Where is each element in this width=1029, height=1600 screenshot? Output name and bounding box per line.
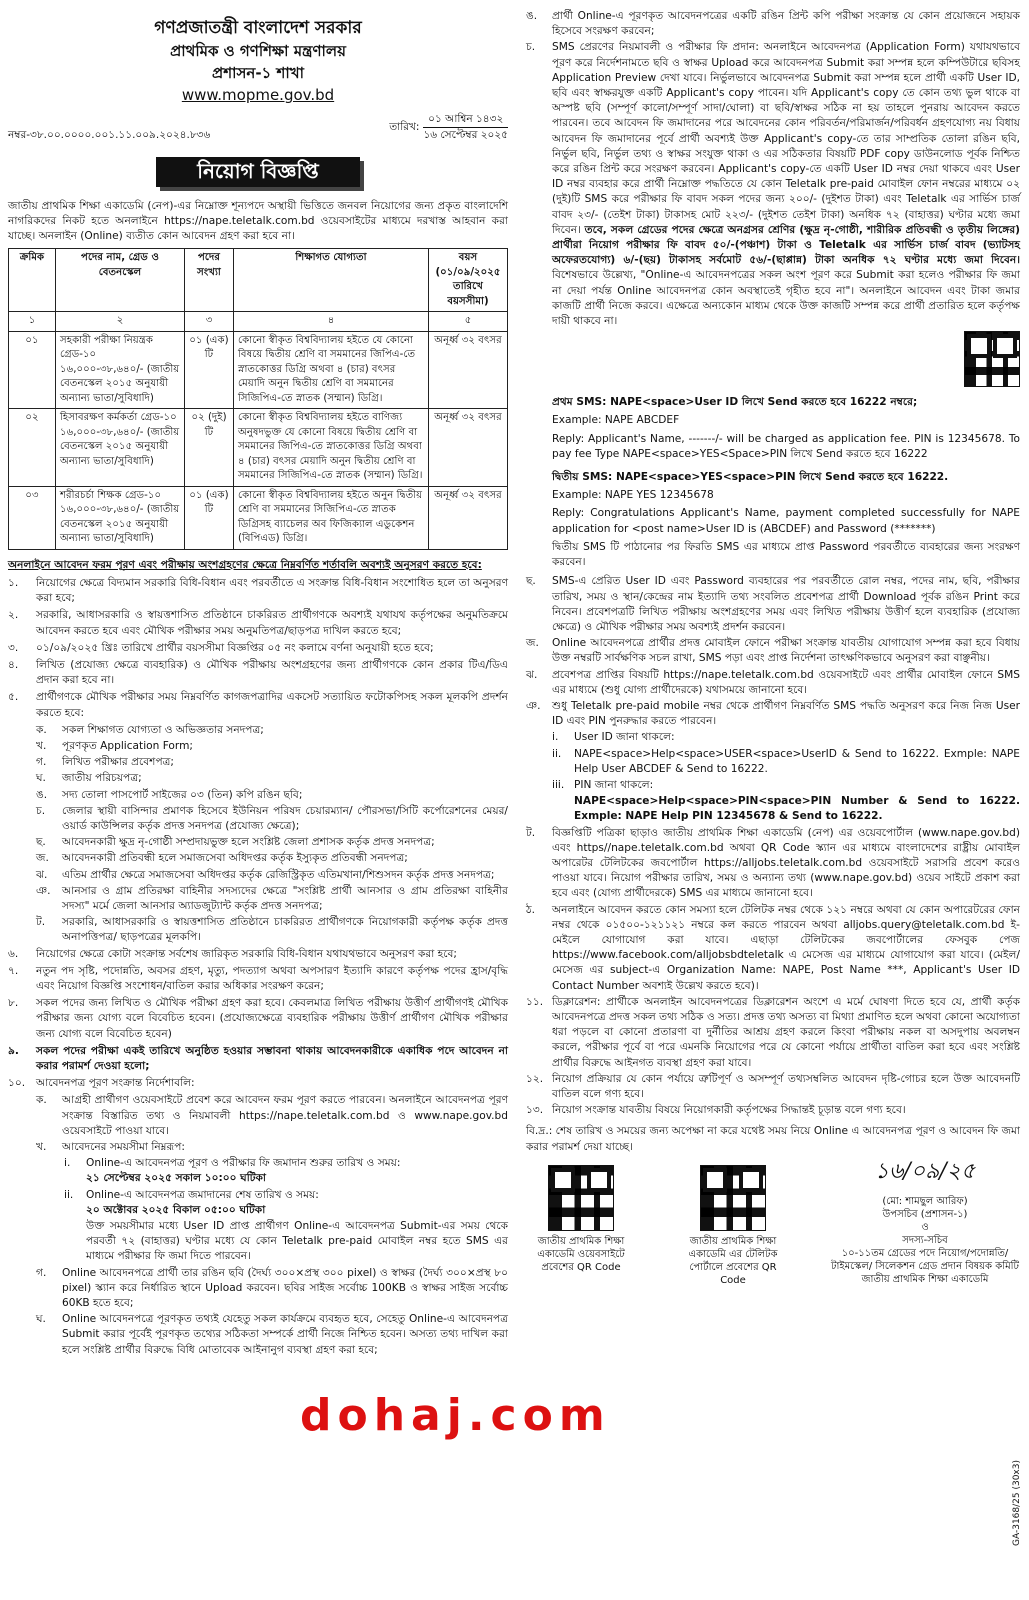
row-qualification: কোনো স্বীকৃত বিশ্ববিদ্যালয় হইতে অনুন দ্বিতীয় শ্রেণি বা সমমানের সিজিপিএ-তে স্নাতক ডিগ্রিসহ ব্যাচেলর অব ফিজিক্যাল এডুকেশন (বিপিএড) ডিগ্রি। [234,486,429,549]
col-number: ৪ [234,312,429,332]
right-column [526,8,1020,1287]
conditions-title: অনলাইনে আবেদন ফরম পূরণ এবং পরীক্ষায় অংশগ্রহণের ক্ষেত্রে নিম্নবর্ণিত শর্তাবলি অবশ্যই অনুসরণ করতে হবে: [8,558,482,571]
row-count: ০২ (দুই) টি [185,409,234,487]
conditions-list-2 [8,947,508,1092]
list-item: ২. সরকারি, আধাসরকারি ও স্বায়ত্তশাসিত প্রতিষ্ঠানে চাকরিরত প্রার্থীগণকে অবশ্যই যথাযথ কর্তৃপক্ষের অনুমতিক্রমে আবেদন করতে হবে এবং মৌখিক পরীক্ষার সময় অনুমতিপত্র/ছাড়পত্র দাখিল করতে হবে; [8,609,508,637]
col-header: পদের নাম, গ্রেড ও বেতনস্কেল [56,249,185,312]
ref-row [8,112,508,143]
conditions-list [8,576,508,721]
date-bangla: ০১ আশ্বিন ১৪৩২ [423,112,508,128]
list-item: ছ. আবেদনকারী ক্ষুদ্র নৃ-গোষ্ঠী সম্প্রদায়ভুক্ত হলে সংশ্লিষ্ট জেলা প্রশাসক কর্তৃক প্রদত্ত সনদপত্র; [36,836,435,849]
second-sms-example: Example: NAPE YES 12345678 [552,489,714,502]
row-qualification: কোনো স্বীকৃত বিশ্ববিদ্যালয় হইতে যে কোনো বিষয়ে দ্বিতীয় শ্রেণি বা সমমানের জিপিএ-তে স্নাতকোত্তর ডিগ্রি অথবা ৪ (চার) বৎসর মেয়াদি অনুন দ্বিতীয় শ্রেণি বা সমমানের সিজিপিএ-তে স্নাতক (সম্মান) ডিগ্রি। [234,331,429,409]
list-item: ঠ. অনলাইনে আবেদন করতে কোন সমস্যা হলে টেলিটক নম্বর থেকে ১২১ নম্বরে অথবা যে কোন অপারেটরের ফোন নম্বর থেকে ০১৫০০-১২১১২১ নম্বরে কল করতে পারবেন অথবা alljobs.query@teletalk.com.bd ই-মেইলে যোগাযোগ করা যাবে। এছাড়া টেলিটকের জবপোর্টালের ফেসবুক পেজ https://www.facebook.com/alljobsbdteletalk এ মেসেজ এর মাধ্যমে যোগাযোগ করা যাবে। (মেইল/মেসেজ এর subject-এ Organization Name: NAPE, Post Name ***, Applicant's User ID Contact Number অবশ্যই উল্লেখ করতে হবে)। [526,903,1020,992]
row-age: অনূর্ধ্ব ৩২ বৎসর [429,409,508,487]
list-item: ১৩. নিয়োগ সংক্রান্ত যাবতীয় বিষয়ে নিয়োগকারী কর্তৃপক্ষের সিদ্ধান্তই চূড়ান্ত বলে গণ্য হবে। [526,1104,906,1117]
list-item: গ. লিখিত পরীক্ষার প্রবেশপত্র; [36,756,174,769]
col-header: শিক্ষাগত যোগ্যতা [234,249,429,312]
date-english: ১৬ সেপ্টেম্বর ২০২৫ [423,129,508,142]
govt-name: গণপ্রজাতন্ত্রী বাংলাদেশ সরকার [154,18,362,38]
recover-item: i. User ID জানা থাকলে: [552,731,675,744]
list-item: ছ. SMS-এ প্রেরিত User ID এবং Password ব্যবহারের পর পরবর্তীতে রোল নম্বর, পদের নাম, ছবি, পরীক্ষার তারিখ, সময় ও স্থান/কেন্দ্রের নাম ইত্যাদি তথ্য সংবলিত প্রবেশপত্র প্রার্থী Download পূর্বক রঙিন Print করে নিবেন। প্রবেশপত্রটি লিখিত পরীক্ষায় অংশগ্রহণের সময় এবং লিখিত পরীক্ষায় উত্তীর্ণ হলে ব্যবহারিক (প্রযোজ্য ক্ষেত্রে) ও মৌখিক পরীক্ষার সময় অবশ্যই প্রদর্শন করবেন। [526,575,1020,633]
recover-item: ii. NAPE<space>Help<space>USER<space>UserID & Send to 16222. Exmple: NAPE Help User ABCDEF & Send to 16222. [552,747,1020,775]
watermark: dohaj.com [300,1390,611,1441]
right-items [526,574,1020,1118]
list-item: ৭. নতুন পদ সৃষ্টি, পদোন্নতি, অবসর গ্রহণ, মৃত্যু, পদত্যাগ অথবা অপসারণ ইত্যাদি কারণে কর্তৃপক্ষ পদের হ্রাস/বৃদ্ধি এবং নিয়োগ বিজ্ঞপ্তি সংশোধন/বাতিল করার অধিকার সংরক্ষণ করেন; [8,964,508,992]
posts-table [8,248,508,550]
notice-title: নিয়োগ বিজ্ঞপ্তি [156,157,360,186]
date-label: তারিখ: [389,121,420,134]
sms-rules: চ. SMS প্রেরণের নিয়মাবলী ও পরীক্ষার ফি প্রদান: অনলাইনে আবেদনপত্র (Application Form) যথাযথভাবে পূরণ করে নির্দেশনামতে ছবি ও স্বাক্ষর Upload করে আবেদনপত্র Submit করা সম্পন্ন হলে কম্পিউটারে ছবিসহ Application Preview দেখা যাবে। নির্ভুলভাবে আবেদনপত্র Submit করা সম্পন্ন হলে প্রার্থী একটি User ID, ছবি এবং স্বাক্ষরযুক্ত একটি Applicant's copy পাবেন। যদি Applicant's copy তে কোন তথ্য ভুল থাকে বা অস্পষ্ট ছবি (সম্পূর্ণ কালো/সম্পূর্ণ সাদা/ঘোলা) বা ছবি/স্বাক্ষর সঠিক না হয় তাহলে পুনরায় আবেদন করতে পারবেন। তবে আবেদন ফি জমাদানের পরে আবেদনের কোন পরিবর্তন/পরিমার্জন/পরিবর্ধন গ্রহণযোগ্য নয় বিধায় আবেদন ফি জমাদানের পূর্বে প্রার্থী অবশ্যই উক্ত Applicant's copy-তে তার সাম্প্রতিক তোলা রঙিন ছবি, নির্ভুল ছবি, নির্ভুল তথ্য ও স্বাক্ষর সংযুক্ত থাকা ও এর সঠিকতার বিষয়টি PDF copy ডাউনলোড পূর্বক নিশ্চিত করে রঙিন প্রিন্ট করে সংরক্ষণ করবেন। Applicant's copy-তে একটি User ID নম্বর দেয়া থাকবে এবং User ID নম্বর ব্যবহার করে প্রার্থী নিম্নোক্ত পদ্ধতিতে যে কোন Teletalk pre-paid মোবাইল ফোন নম্বরের মাধ্যমে ০২ (দুই)টি SMS করে পরীক্ষার ফি বাবদ সকল পদের জন্য ২০০/- (দুইশত টাকা) এবং Teletalk এর সার্ভিস চার্জ বাবদ ২৩/- (তেইশ টাকা) টাকাসহ মোট ২২৩/- (দুইশত তেইশ টাকা) অনধিক ৭২ (বাহাত্তর) ঘণ্টার মধ্যে জমা দিবেন। তবে, সকল গ্রেডের পদের ক্ষেত্রে অনগ্রসর শ্রেণির (ক্ষুদ্র নৃ-গোষ্ঠী, শারীরিক প্রতিবন্ধী ও তৃতীয় লিঙ্গের) প্রার্থীরা নিয়োগ পরীক্ষার ফি বাবদ ৫০/-(পঞ্চাশ) টাকা ও Teletalk এর সার্ভিস চার্জ বাবদ (ভ্যাটসহ অফেরতযোগ্য) ৬/-(ছয়) টাকাসহ সর্বমোট ৫৬/-(ছাপ্পান্ন) টাকা অনধিক ৭২ ঘণ্টার মধ্যে জমা দিবেন। বিশেষভাবে উল্লেখ্য, "Online-এ আবেদনপত্রের সকল অংশ পূরণ করে Submit করা হলেও পরীক্ষার ফি জমা না দেয়া পর্যন্ত Online আবেদনপত্র কোন অবস্থাতেই গৃহীত হবে না"। অনলাইনে আবেদন এবং টাকা জমার কাজটি প্রার্থী নিজে করবে। এক্ষেত্রে অন্যকোন মাধ্যম থেকে উক্ত কাজটি সম্পন্ন করে প্রার্থী প্রতারিত হলে কর্তৃপক্ষ দায়ী থাকবে না। [526,41,1020,328]
footer-row [526,1158,1020,1287]
header [8,16,508,106]
start-datetime: ২১ সেপ্টেম্বর ২০২৫ সকাল ১০:০০ ঘটিকা [86,1172,266,1185]
col-number: ১ [9,312,56,332]
row-serial: ০২ [9,409,56,487]
date-box [389,112,508,143]
first-sms [552,395,1020,462]
col-header: পদের সংখ্যা [185,249,234,312]
table-row [9,331,508,409]
list-item: ট. সরকারি, আধাসরকারি ও স্বায়ত্তশাসিত প্রতিষ্ঠানে চাকরিরত প্রার্থীগণকে নিয়োগকারী কর্তৃপক্ষ কর্তৃক প্রদত্ত অনাপত্তিপত্র/ ছাড়পত্রের মূলকপি। [36,916,508,944]
qr-code-icon[interactable] [548,1165,614,1231]
list-item: ঘ. জাতীয় পরিচয়পত্র; [36,772,142,785]
signature: ১৬/০৯/২৫ [874,1158,976,1184]
timeline-item: ii. Online-এ আবেদনপত্র জমাদানের শেষ তারিখ ও সময়: ২০ অক্টোবর ২০২৫ বিকাল ০৫:০০ ঘটিকা [64,1188,319,1216]
first-sms-example: Example: NAPE ABCDEF [552,414,680,427]
qr-caption: জাতীয় প্রাথমিক শিক্ষা একাডেমি ওয়েবসাইটে প্রবেশের QR Code [537,1235,625,1273]
list-item: খ. আবেদনের সময়সীমা নিম্নরূপ: [36,1141,186,1154]
signer-and: ও [921,1221,929,1233]
table-header-row [9,249,508,312]
signer-role: সদস্য-সচিব [902,1234,948,1246]
list-item: ঞ. শুধু Teletalk pre-paid mobile নম্বর থেকে প্রার্থীগণ নিম্নবর্ণিত SMS পদ্ধতি অনুসরণ করে নিজ নিজ User ID এবং PIN পুনরুদ্ধার করতে পারবেন। [526,699,1020,728]
list-item: ৪. লিখিত (প্রযোজ্য ক্ষেত্রে ব্যবহারিক) ও মৌখিক পরীক্ষায় অংশগ্রহণের জন্য প্রার্থীগণকে কোন প্রকার টিএ/ডিএ প্রদান করা হবে না। [8,658,508,687]
row-age: অনূর্ধ্ব ৩২ বৎসর [429,331,508,409]
list-item: ঙ. সদ্য তোলা পাসপোর্ট সাইজের ০৩ (তিন) কপি রঙিন ছবি; [36,788,303,801]
col-number: ৫ [429,312,508,332]
signer-name: (মো: শামছুল আরিফ) [882,1195,968,1207]
list-item: ঙ. প্রার্থী Online-এ পূরণকৃত আবেদনপত্রের একটি রঙিন প্রিন্ট কপি পরীক্ষা সংক্রান্ত যে কোন প্রয়োজনে সহায়ক হিসেবে সংরক্ষণ করবেন; [526,10,1020,38]
branch-name: প্রশাসন-১ শাখা [212,64,304,82]
website-link[interactable]: www.mopme.gov.bd [181,86,335,104]
list-item: ঘ. Online আবেদনপত্রে পূরণকৃত তথ্যই যেহেতু সকল কার্যক্রমে ব্যবহৃত হবে, সেহেতু Online-এ আবেদনপত্র Submit করার পূর্বেই পূরণকৃত তথ্যের সঠিকতা সম্পর্কে প্রার্থী নিজে নিশ্চিত হবেন। অসত্য তথ্য দাখিল করা হলে সংশ্লিষ্ট প্রার্থীর বিরুদ্ধে বিধি মোতাবেক আইনানুগ ব্যবস্থা গ্রহণ করা হবে; [36,1313,508,1356]
memo-number: নম্বর-৩৮.০০.০০০০.০০১.১১.০০৯.২০২৪.৮৩৬ [8,129,211,142]
qr-block-teletalk [678,1165,788,1287]
qr-caption: জাতীয় প্রাথমিক শিক্ষা একাডেমি এর টেলিটক পোর্টালে প্রবেশের QR Code [688,1235,778,1286]
list-item: জ. আবেদনকারী প্রতিবন্ধী হলে সমাজসেবা অধিদপ্তর কর্তৃক ইস্যুকৃত প্রতিবন্ধী সনদপত্র; [36,852,408,865]
first-sms-reply: Reply: Applicant's Name, -------/- will be charged as application fee. PIN is 12345678. To pay fee Type NAPE<space>YES<Space>PIN লিখে Send করতে হবে 16222 [552,432,1020,460]
end-datetime: ২০ অক্টোবর ২০২৫ বিকাল ০৫:০০ ঘটিকা [86,1203,266,1216]
second-sms [552,470,1020,570]
list-item: ১১. ডিক্লারেশন: প্রার্থীকে অনলাইন আবেদনপত্রের ডিক্লারেশন অংশে এ মর্মে ঘোষণা দিতে হবে যে, প্রার্থী কর্তৃক আবেদনপত্রে প্রদত্ত সকল তথ্য সঠিক ও সত্য। প্রদত্ত তথ্য অসত্য বা মিথ্যা প্রমাণিত হলে অথবা কোনো অযোগ্যতা ধরা পড়লে বা কোনো প্রতারণা বা দুর্নীতির আশ্রয় গ্রহণ করলে কিংবা পরীক্ষায় নকল বা অসদুপায় অবলম্বন করলে, পরীক্ষার পূর্বে বা পরে এমনকি নিয়োগের পরে যে কোনো পর্যায়ে প্রার্থীতা বাতিল করা হবে এবং সংশ্লিষ্ট প্রার্থীর বিরুদ্ধে আইনগত ব্যবস্থা গ্রহণ করা যাবে। [526,995,1020,1069]
sms-note: দ্বিতীয় SMS টি পাঠানোর পর ফিরতি SMS এর মাধ্যমে প্রাপ্ত Password পরবর্তীতে ব্যবহারের জন্য সংরক্ষণ করবেন। [552,540,1020,569]
qr-code-icon[interactable] [700,1165,766,1231]
col-number: ২ [56,312,185,332]
list-item: ক. আগ্রহী প্রার্থীগণ ওয়েবসাইটে প্রবেশ করে আবেদন ফরম পূরণ করতে পারবেন। অনলাইনে আবেদনপত্র পূরণ সংক্রান্ত বিস্তারিত তথ্য ও নিয়মাবলী https://nape.teletalk.com.bd ও www.nape.gov.bd ওয়েবসাইটে পাওয়া যাবে। [36,1094,508,1137]
recover-item: iii. PIN জানা থাকলে: [552,778,654,791]
row-serial: ০৩ [9,486,56,549]
recover-item: NAPE<space>Help<space>PIN<space>PIN Number & Send to 16222. Exmple: NAPE Help PIN 12345678 & Send to 16222. [574,795,1020,823]
list-item: ক. সকল শিক্ষাগত যোগ্যতা ও অভিজ্ঞতার সনদপত্র; [36,723,264,736]
list-item: খ. পূরণকৃত Application Form; [36,739,193,752]
row-post: হিসাবরক্ষণ কর্মকর্তা গ্রেড-১০ ১৬,০০০-৩৮,৬৪০/- (জাতীয় বেতনস্কেল ২০১৫ অনুযায়ী অন্যান্য ভাতা/সুবিধাদি) [56,409,185,487]
list-item: ঞ. আনসার ও গ্রাম প্রতিরক্ষা বাহিনীর সদস্যদের ক্ষেত্রে "সংশ্লিষ্ট প্রার্থী আনসার ও গ্রাম প্রতিরক্ষা বাহিনীর সদস্য" মর্মে জেলা আনসার অ্যাডজুট্যান্ট কর্তৃক প্রদত্ত সনদপত্র; [36,884,508,912]
left-column [8,8,508,1359]
list-item: ৯. সকল পদের পরীক্ষা একই তারিখে অনুষ্ঠিত হওয়ার সম্ভাবনা থাকায় আবেদনকারীকে একাধিক পদে আবেদন না করার পরামর্শ দেওয়া হলো; [8,1044,508,1073]
list-item: জ. Online আবেদনপত্রে প্রার্থীর প্রদত্ত মোবাইল ফোনে পরীক্ষা সংক্রান্ত যাবতীয় যোগাযোগ সম্পন্ন করা হবে বিধায় উক্ত নম্বরটি সার্বক্ষণিক সচল রাখা, SMS পড়া এবং প্রাপ্ত নির্দেশনা তাৎক্ষণিকভাবে অনুসরণ করা বাঞ্ছনীয়। [526,637,1020,665]
list-item: ১০. আবেদনপত্র পূরণ সংক্রান্ত নির্দেশাবলি: [8,1077,195,1090]
first-sms-title: প্রথম SMS: NAPE<space>User ID লিখে Send করতে হবে 16222 নম্বরে; [552,396,918,409]
row-count: ০১ (এক) টি [185,331,234,409]
list-item: চ. জেলার স্থায়ী বাসিন্দার প্রমাণক হিসেবে ইউনিয়ন পরিষদ চেয়ারম্যান/ পৌরসভা/সিটি কর্পোরেশনের মেয়র/ ওয়ার্ড কাউন্সিলর কর্তৃক প্রদত্ত সনদপত্র (প্রযোজ্য ক্ষেত্রে); [36,804,508,832]
row-qualification: কোনো স্বীকৃত বিশ্ববিদ্যালয় হইতে বাণিজ্য অনুষদভুক্ত যে কোনো বিষয়ে দ্বিতীয় শ্রেণি বা সমমানের জিপিএ-তে স্নাতকোত্তর ডিগ্রি অথবা ৪ (চার) বৎসর মেয়াদি অনুন দ্বিতীয় শ্রেণি বা সমমানের সিজিপিএ-তে স্নাতক (সম্মান) ডিগ্রি। [234,409,429,487]
list-item: ঝ. প্রবেশপত্র প্রাপ্তির বিষয়টি https://nape.teletalk.com.bd ওয়েবসাইটে এবং প্রার্থীর মোবাইল ফোনে SMS এর মাধ্যমে (শুধু যোগ্য প্রার্থীদেরকে) যথাসময়ে জানানো হবে। [526,668,1020,696]
qr-block-website [526,1165,636,1274]
print-code: GA-3168/25 (30x3) [1012,1460,1022,1546]
intro-paragraph: জাতীয় প্রাথমিক শিক্ষা একাডেমি (নেপ)-এর নিম্নোক্ত শূন্যপদে অস্থায়ী ভিত্তিতে জনবল নিয়োগের জন্য প্রকৃত বাংলাদেশি নাগরিকদের নিকট হতে অনলাইনে https://nape.teletalk.com.bd ওয়েবসাইটের মাধ্যমে দরখাস্ত আহবান করা যাচ্ছে। অনলাইন (Online) ব্যতীত কোন আবেদন গ্রহণ করা হবে না। [8,199,508,243]
signer-committee: ১০-১১তম গ্রেডের পদে নিয়োগ/পদোন্নতি/টাইমস্কেল/ সিলেকশন গ্রেড প্রদান বিষয়ক কমিটি জাতীয় প্রাথমিক শিক্ষা একাডেমি [831,1247,1019,1285]
row-age: অনূর্ধ্ব ৩২ বৎসর [429,486,508,549]
list-item: ১২. নিয়োগ প্রক্রিয়ার যে কোন পর্যায়ে ত্রুটিপূর্ণ ও অসম্পূর্ণ তথ্যসম্বলিত আবেদন দৃষ্টি-গোচর হলে উক্ত আবেদনটি বাতিল বলে গণ্য হবে। [526,1072,1020,1100]
table-row [9,409,508,487]
reduced-fee-note: তবে, সকল গ্রেডের পদের ক্ষেত্রে অনগ্রসর শ্রেণির (ক্ষুদ্র নৃ-গোষ্ঠী, শারীরিক প্রতিবন্ধী ও তৃতীয় লিঙ্গের) প্রার্থীরা নিয়োগ পরীক্ষার ফি বাবদ ৫০/-(পঞ্চাশ) টাকা ও Teletalk এর সার্ভিস চার্জ বাবদ (ভ্যাটসহ অফেরতযোগ্য) ৬/-(ছয়) টাকাসহ সর্বমোট ৫৬/-(ছাপ্পান্ন) টাকা অনধিক ৭২ ঘণ্টার মধ্যে জমা দিবেন। [552,223,1020,267]
footnote: বি.দ্র.: শেষ তারিখ ও সময়ের জন্য অপেক্ষা না করে যথেষ্ট সময় নিয়ে Online এ আবেদনপত্র পূরণ ও আবেদন ফি জমা করার পরামর্শ দেয়া যাচ্ছে। [526,1125,1020,1153]
signature-block [830,1158,1020,1286]
row-post: শরীরচর্চা শিক্ষক গ্রেড-১০ ১৬,০০০-৩৮,৬৪০/- (জাতীয় বেতনস্কেল ২০১৫ অনুযায়ী অন্যান্য ভাতা/সুবিধাদি) [56,486,185,549]
table-row [9,486,508,549]
list-item: ৫. প্রার্থীগণকে মৌখিক পরীক্ষার সময় নিম্নবর্ণিত কাগজপত্রাদির একসেট সত্যায়িত ফটোকপিসহ সকল মূলকপি প্রদর্শন করতে হবে: [8,691,508,719]
col-header: বয়স (০১/০৯/২০২৫ তারিখে বয়সসীমা) [429,249,508,312]
list-item: ৬. নিয়োগের ক্ষেত্রে কোটা সংক্রান্ত সর্বশেষ জারিকৃত সরকারি বিধি-বিধান যথাযথভাবে অনুসরণ করা হবে; [8,947,457,960]
documents-list [8,723,508,946]
signer-title: উপসচিব (প্রশাসন-১) [882,1208,968,1220]
list-item: গ. Online আবেদনপত্রে প্রার্থী তার রঙিন ছবি (দৈর্ঘ্য ৩০০×প্রস্থ ৩০০ pixel) ও স্বাক্ষর (দৈর্ঘ্য ৩০০×প্রস্থ ৮০ pixel) স্ক্যান করে নির্ধারিত স্থানে Upload করবেন। ছবির সাইজ সর্বোচ্চ 100KB ও স্বাক্ষর সাইজ সর্বোচ্চ 60KB হতে হবে; [36,1266,508,1310]
col-header: ক্রমিক [9,249,56,312]
row-post: সহকারী পরীক্ষা নিয়ন্ত্রক গ্রেড-১০ ১৬,০০০-৩৮,৬৪০/- (জাতীয় বেতনস্কেল ২০১৫ অনুযায়ী অন্যান্য ভাতা/সুবিধাদি) [56,331,185,409]
list-item: ঝ. এতিম প্রার্থীর ক্ষেত্রে সমাজসেবা অধিদপ্তর কর্তৃক রেজিস্ট্রিকৃত এতিমখানা/শিশুসদন কর্তৃক প্রদত্ত সনদপত্র; [36,868,495,881]
table-number-row [9,312,508,332]
list-item: ১. নিয়োগের ক্ষেত্রে বিদ্যমান সরকারি বিধি-বিধান এবং পরবর্তীতে এ সংক্রান্ত বিধি-বিধান সংশোধিত হলে তা অনুসরণ করা হবে; [8,576,508,605]
list-item: ট. বিজ্ঞপ্তিটি পত্রিকা ছাড়াও জাতীয় প্রাথমিক শিক্ষা একাডেমি (নেপ) এর ওয়েবপোর্টাল (www.nape.gov.bd) এবং https//nape.teletalk.com.bd অথবা QR Code স্ক্যান এর মাধ্যমে বাংলাদেশের রাষ্ট্রীয় মোবাইল অপারেটর টেলিটকের জবপোর্টাল https://alljobs.teletalk.com.bd ওয়েবসাইটে সরাসরি প্রবেশ করেও পাওয়া যাবে। নিয়োগ পরীক্ষার তারিখ, সময় ও অন্যান্য তথ্য (www.nape.gov.bd) ওয়েব সাইটে প্রকাশ করা হবে এবং (যোগ্য প্রার্থীদেরকে) SMS এর মাধ্যমে জানানো হবে। [526,826,1020,900]
row-count: ০১ (এক) টি [185,486,234,549]
ministry-name: প্রাথমিক ও গণশিক্ষা মন্ত্রণালয় [170,42,346,60]
timeline-item: i. Online-এ আবেদনপত্র পূরণ ও পরীক্ষার ফি জমাদান শুরুর তারিখ ও সময়: ২১ সেপ্টেম্বর ২০২৫ সকাল ১০:০০ ঘটিকা [64,1157,401,1185]
apply-instructions [8,1093,508,1357]
timeline-note: উক্ত সময়সীমার মধ্যে User ID প্রাপ্ত প্রার্থীগণ Online-এ আবেদনপত্র Submit-এর সময় থেকে পরবর্তী ৭২ (বাহাত্তর) ঘণ্টার মধ্যে যে কোন Teletalk pre-paid মোবাইল নম্বর হতে SMS এর মাধ্যমে পরীক্ষার ফি জমা দিতে পারবেন। [86,1220,508,1263]
second-sms-reply: Reply: Congratulations Applicant's Name, payment completed successfully for NAPE application for <post name>User ID is (ABCDEF) and Password (*******) [552,507,1020,535]
col-number: ৩ [185,312,234,332]
list-item: ৮. সকল পদের জন্য লিখিত ও মৌখিক পরীক্ষা গ্রহণ করা হবে। কেবলমাত্র লিখিত পরীক্ষায় উত্তীর্ণ প্রার্থীগণই মৌখিক পরীক্ষার জন্য যোগ্য বলে বিবেচিত হবেন। (প্রযোজ্যক্ষেত্রে ব্যবহারিক পরীক্ষায় উত্তীর্ণ প্রার্থীগণ মৌখিক পরীক্ষার জন্য যোগ্য বলে বিবেচিত হবেন) [8,997,508,1040]
second-sms-title: দ্বিতীয় SMS: NAPE<space>YES<space>PIN লিখে Send করতে হবে 16222. [552,471,949,484]
qr-code-icon[interactable] [964,331,1020,387]
list-item: ৩. ০১/০৯/২০২৫ খ্রিঃ তারিখে প্রার্থীর বয়সসীমা বিজ্ঞপ্তির ০৫ নং কলামে বর্ণনা অনুযায়ী হতে হবে; [8,641,434,654]
row-serial: ০১ [9,331,56,409]
